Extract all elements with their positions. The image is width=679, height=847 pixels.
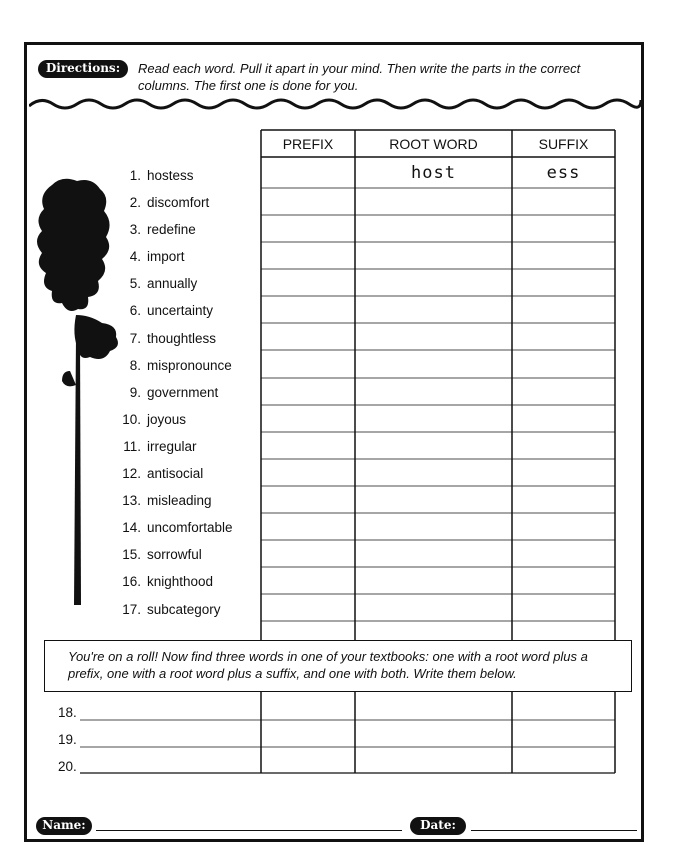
word-item bbox=[119, 249, 185, 264]
column-header-prefix: PREFIX bbox=[282, 136, 334, 152]
word-item bbox=[119, 493, 212, 508]
word-number: 11. bbox=[123, 439, 141, 454]
word-text: import bbox=[147, 249, 185, 264]
word-text: annually bbox=[147, 276, 198, 291]
bonus-instructions: You're on a roll! Now find three words in one of your textbooks: one with a root word plus a prefix, one with a root word plus a suffix, and one with both. Write them below. bbox=[68, 649, 588, 681]
name-badge bbox=[36, 817, 92, 835]
word-number: 13. bbox=[122, 493, 141, 508]
word-number: 3. bbox=[129, 222, 141, 237]
word-number: 5. bbox=[129, 276, 141, 291]
word-item bbox=[119, 303, 213, 318]
word-number: 16. bbox=[122, 574, 141, 589]
word-text: thoughtless bbox=[147, 331, 217, 346]
word-text: subcategory bbox=[147, 602, 221, 617]
example-suffix-answer: ess bbox=[546, 163, 581, 183]
date-line[interactable] bbox=[471, 830, 637, 831]
word-item bbox=[119, 276, 197, 291]
example-root-answer: host bbox=[411, 163, 456, 183]
word-item bbox=[119, 222, 196, 237]
word-number: 7. bbox=[129, 331, 141, 346]
column-header-suffix: SUFFIX bbox=[538, 136, 589, 152]
word-item bbox=[119, 331, 216, 346]
word-item bbox=[119, 574, 213, 589]
word-number: 1. bbox=[129, 168, 141, 183]
name-line[interactable] bbox=[96, 830, 402, 831]
word-number: 4. bbox=[129, 249, 141, 264]
word-number: 12. bbox=[122, 466, 141, 481]
word-item bbox=[119, 358, 232, 373]
word-number: 9. bbox=[129, 385, 141, 400]
word-text: joyous bbox=[147, 412, 187, 427]
word-text: redefine bbox=[147, 222, 196, 237]
word-text: misleading bbox=[147, 493, 212, 508]
extra-item-number: 18. bbox=[58, 705, 77, 720]
word-number: 6. bbox=[129, 303, 141, 318]
word-text: mispronounce bbox=[147, 358, 232, 373]
word-item bbox=[119, 520, 233, 535]
word-item bbox=[119, 385, 218, 400]
word-item bbox=[119, 412, 186, 427]
name-label: Name: bbox=[42, 818, 86, 832]
extra-item-number: 20. bbox=[58, 759, 77, 774]
word-number: 14. bbox=[122, 520, 141, 535]
word-text: discomfort bbox=[147, 195, 210, 210]
word-number: 2. bbox=[129, 195, 141, 210]
word-item bbox=[119, 547, 202, 562]
word-text: hostess bbox=[147, 168, 194, 183]
word-item bbox=[119, 439, 197, 454]
word-text: uncertainty bbox=[147, 303, 214, 318]
word-item bbox=[119, 466, 203, 481]
word-text: government bbox=[147, 385, 219, 400]
word-number: 17. bbox=[122, 602, 141, 617]
word-number: 10. bbox=[122, 412, 141, 427]
directions-text: Read each word. Pull it apart in your mind. Then write the parts in the correct columns. The first one is done for you. bbox=[138, 61, 581, 93]
date-label: Date: bbox=[420, 818, 456, 832]
word-text: knighthood bbox=[147, 574, 214, 589]
word-text: sorrowful bbox=[147, 547, 202, 562]
date-badge bbox=[410, 817, 466, 835]
word-text: antisocial bbox=[147, 466, 204, 481]
word-item bbox=[119, 195, 209, 210]
directions-label: Directions: bbox=[45, 61, 121, 75]
word-text: irregular bbox=[147, 439, 197, 454]
extra-item-number: 19. bbox=[58, 732, 77, 747]
word-item bbox=[119, 602, 221, 617]
column-header-root-word: ROOT WORD bbox=[389, 136, 478, 152]
word-item bbox=[119, 168, 194, 183]
word-text: uncomfortable bbox=[147, 520, 233, 535]
word-number: 15. bbox=[122, 547, 141, 562]
word-number: 8. bbox=[129, 358, 141, 373]
